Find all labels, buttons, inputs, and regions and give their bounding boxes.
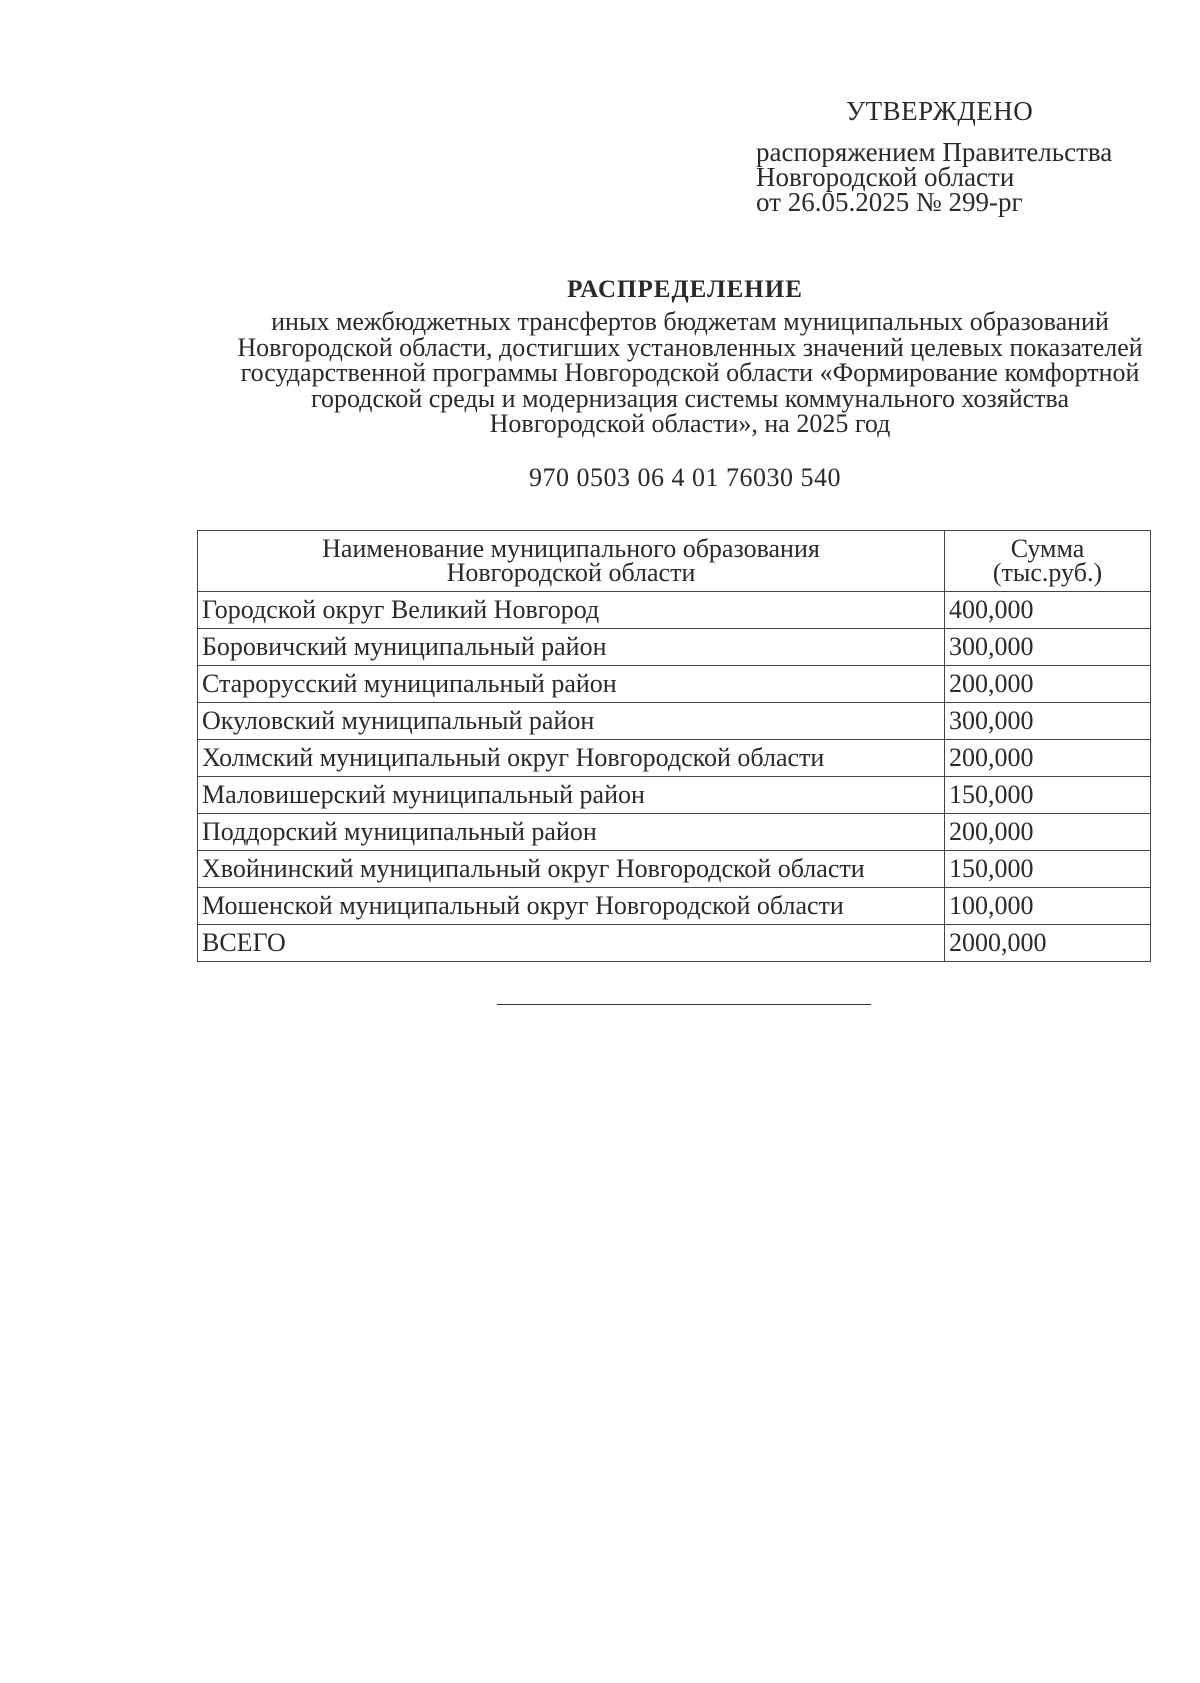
allocation-sum: 150,000 xyxy=(945,851,1151,888)
allocation-sum: 100,000 xyxy=(945,888,1151,925)
table-row xyxy=(198,592,1151,629)
table-header-row xyxy=(198,531,1151,592)
table-row xyxy=(198,740,1151,777)
header-municipality xyxy=(198,531,945,592)
header-municipality-line2: Новгородской области xyxy=(446,558,696,587)
subtitle-line: городской среды и модернизация системы коммунального хозяйства xyxy=(310,383,1070,413)
table-row xyxy=(198,888,1151,925)
approval-title: УТВЕРЖДЕНО xyxy=(846,96,1034,126)
subtitle-line: Новгородской области», на 2025 год xyxy=(489,409,891,438)
table-total-row xyxy=(198,925,1151,962)
municipality-name: Хвойнинский муниципальный округ Новгородской области xyxy=(198,851,945,888)
header-sum-line2: (тыс.руб.) xyxy=(992,558,1103,587)
municipality-name: Городской округ Великий Новгород xyxy=(198,592,945,629)
total-label: ВСЕГО xyxy=(198,925,945,962)
document-subtitle xyxy=(200,309,1180,437)
municipality-name: Поддорский муниципальный район xyxy=(198,814,945,851)
approval-line-order: распоряжением Правительства xyxy=(756,137,1113,167)
table-row xyxy=(198,777,1151,814)
allocation-sum: 300,000 xyxy=(945,703,1151,740)
table-row xyxy=(198,629,1151,666)
budget-classification-code: 970 0503 06 4 01 76030 540 xyxy=(529,463,841,492)
table-row xyxy=(198,666,1151,703)
subtitle-line: государственной программы Новгородской области «Формирование комфортной xyxy=(240,358,1140,387)
approval-line-date: от 26.05.2025 № 299-рг xyxy=(756,187,1023,217)
municipality-name: Мошенской муниципальный округ Новгородской области xyxy=(198,888,945,925)
municipality-name: Боровичский муниципальный район xyxy=(198,629,945,666)
table-row xyxy=(198,814,1151,851)
table-row xyxy=(198,851,1151,888)
document-title: РАСПРЕДЕЛЕНИЕ xyxy=(567,276,803,303)
allocation-sum: 400,000 xyxy=(945,592,1151,629)
allocation-sum: 300,000 xyxy=(945,629,1151,666)
municipality-name: Старорусский муниципальный район xyxy=(198,666,945,703)
approval-line-region: Новгородской области xyxy=(756,162,1015,192)
allocation-table xyxy=(197,530,1151,962)
total-sum: 2000,000 xyxy=(945,925,1151,962)
allocation-sum: 200,000 xyxy=(945,814,1151,851)
municipality-name: Окуловский муниципальный район xyxy=(198,703,945,740)
municipality-name: Маловишерский муниципальный район xyxy=(198,777,945,814)
subtitle-line: Новгородской области, достигших установленных значений целевых показателей xyxy=(237,332,1143,362)
municipality-name: Холмский муниципальный округ Новгородской области xyxy=(198,740,945,777)
table-row xyxy=(198,703,1151,740)
subtitle-line: иных межбюджетных трансфертов бюджетам муниципальных образований xyxy=(271,307,1109,336)
allocation-sum: 150,000 xyxy=(945,777,1151,814)
allocation-sum: 200,000 xyxy=(945,666,1151,703)
end-of-document-rule xyxy=(497,1004,871,1005)
header-municipality-line1: Наименование муниципального образования xyxy=(322,534,820,563)
header-sum-line1: Сумма xyxy=(1010,534,1085,563)
allocation-sum: 200,000 xyxy=(945,740,1151,777)
header-sum xyxy=(945,531,1151,592)
